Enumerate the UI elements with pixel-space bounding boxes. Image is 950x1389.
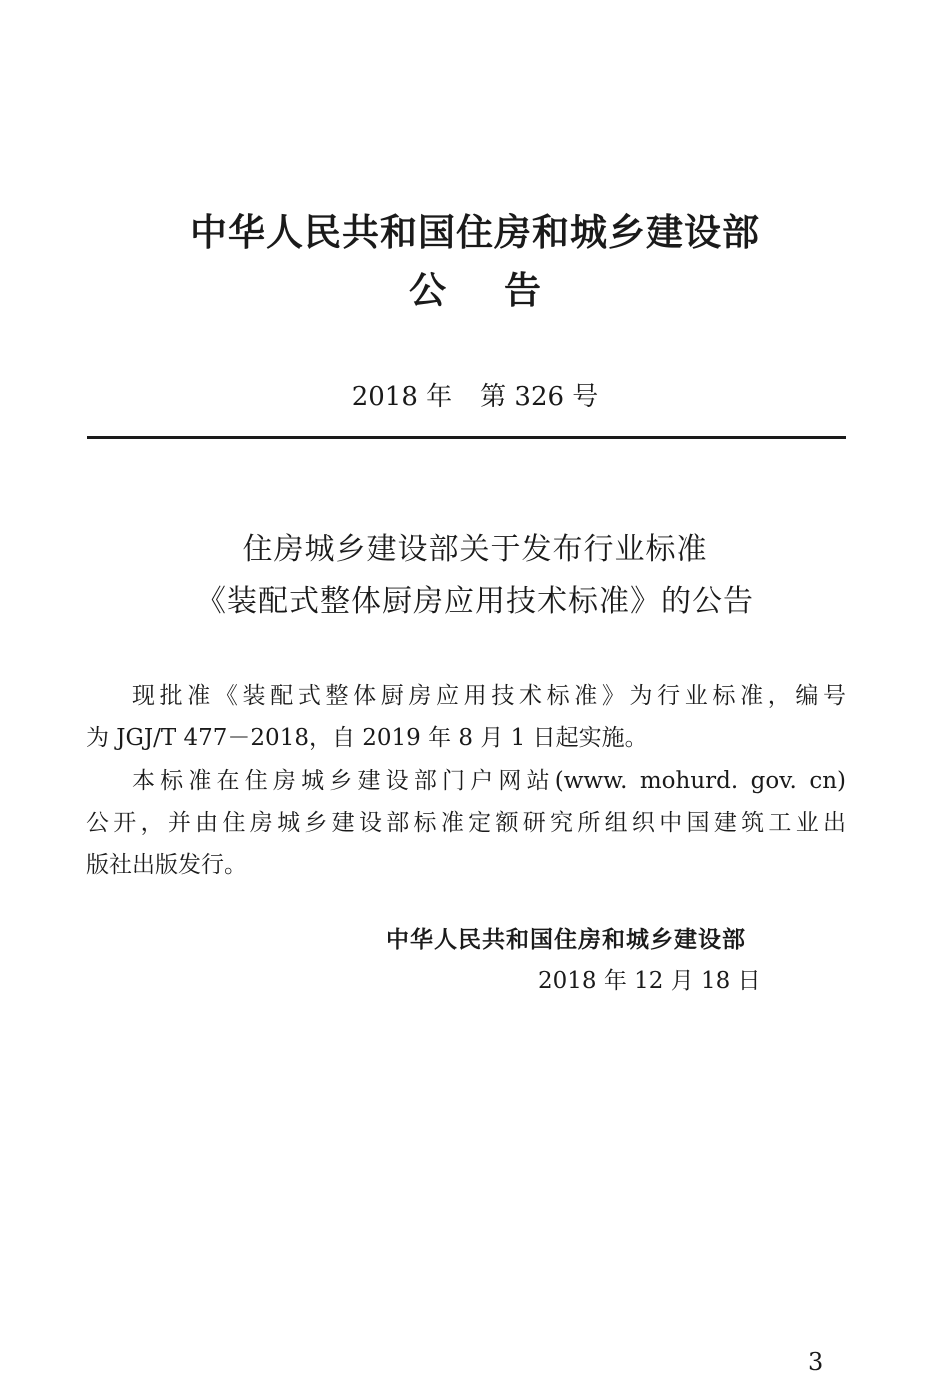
signature-date: 2018 年 12 月 18 日 [538, 968, 761, 994]
issue-number-line [0, 377, 950, 417]
body-paragraph-1 [86, 675, 846, 759]
issue-year: 2018 年 [351, 382, 453, 412]
body-line: 版社出版发行。 [86, 852, 247, 878]
notice-title-line-1: 住房城乡建设部关于发布行业标准 [242, 532, 708, 567]
body-line: 公开，并由住房城乡建设部标准定额研究所组织中国建筑工业出 [86, 810, 846, 836]
header-divider [87, 436, 846, 439]
announcement-heading: 公告 [409, 269, 599, 312]
issuer-heading: 中华人民共和国住房和城乡建设部 [190, 211, 760, 254]
body-line: 为 JGJ/T 477－2018，自 2019 年 8 月 1 日起实施。 [86, 725, 648, 751]
body-paragraph-2 [86, 760, 846, 886]
signature-issuer: 中华人民共和国住房和城乡建设部 [386, 927, 746, 953]
notice-title-line-2: 《装配式整体厨房应用技术标准》的公告 [196, 584, 754, 619]
body-line: 本标准在住房城乡建设部门户网站(www. mohurd. gov. cn) [132, 768, 846, 794]
issue-number: 第 326 号 [480, 382, 599, 412]
page-number: 3 [808, 1348, 824, 1376]
body-line: 现批准《装配式整体厨房应用技术标准》为行业标准，编号 [132, 683, 846, 709]
